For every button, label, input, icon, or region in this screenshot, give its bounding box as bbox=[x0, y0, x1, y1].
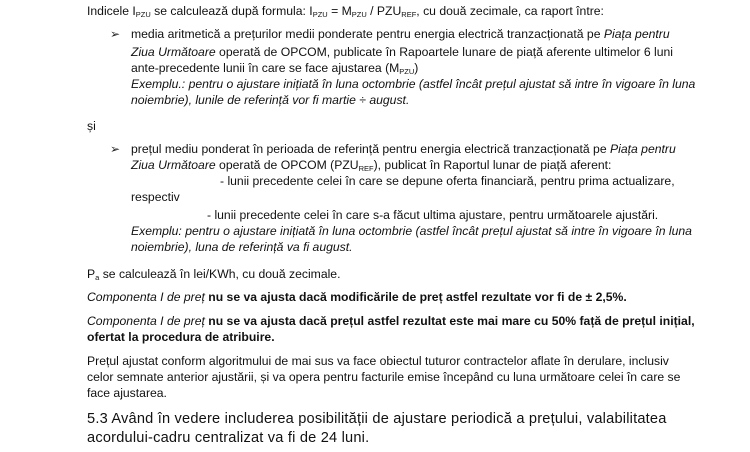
intro-text: = M bbox=[327, 4, 352, 18]
bullet2-line2 bbox=[131, 157, 611, 173]
market-name: Ziua Următoare bbox=[131, 158, 216, 172]
subscript: a bbox=[95, 273, 100, 282]
intro-text: , cu două zecimale, ca raport între: bbox=[416, 4, 604, 18]
component-name: Componenta I de preț bbox=[87, 290, 205, 304]
subscript: PZU bbox=[351, 10, 367, 19]
text: prețul mediu ponderat în perioada de referință pentru energia electrică tranzacționată pe bbox=[131, 142, 611, 156]
bullet2-line1 bbox=[131, 141, 676, 157]
bullet1-example-line2: noiembrie), lunile de referință vor fi martie ÷ august. bbox=[131, 93, 410, 107]
text: se calculează în lei/KWh, cu două zecimale. bbox=[99, 267, 341, 281]
market-name: Ziua Următoare bbox=[131, 45, 216, 59]
subscript: PZU bbox=[399, 67, 415, 76]
bullet2-example-line2: noiembrie), luna de referință va fi august. bbox=[131, 240, 353, 254]
component-rule-2-line2: ofertat la procedura de atribuire. bbox=[87, 330, 275, 344]
bullet2-dash2: - lunii precedente celei în care s-a făcut ultima ajustare, pentru următoarele ajustări. bbox=[207, 208, 659, 222]
component-name: Componenta I de preț bbox=[87, 314, 205, 328]
text: ), publicat în Raportul lunar de piață aferent: bbox=[373, 158, 612, 172]
text: ) bbox=[414, 61, 419, 75]
component-rule-2-line1 bbox=[87, 313, 695, 329]
subscript: REF bbox=[401, 10, 417, 19]
arrow-bullet-icon: ➢ bbox=[110, 27, 121, 41]
text: ante-precedente lunii în care se face ajustarea (M bbox=[131, 61, 400, 75]
final-paragraph-line1: Prețul ajustat conform algoritmului de mai sus va face obiectul tuturor contractelor aflate în derulare, inclusiv bbox=[87, 354, 669, 368]
final-paragraph-line3: face ajustarea. bbox=[87, 386, 167, 400]
section-heading-line1: 5.3 Având în vedere includerea posibilității de ajustare periodică a prețului, valabilitatea bbox=[87, 411, 667, 427]
section-heading-line2: acordului-cadru centralizat va fi de 24 luni. bbox=[87, 430, 370, 446]
pa-note bbox=[87, 266, 340, 282]
market-name: Piața pentru bbox=[603, 27, 670, 41]
intro-text: Indicele I bbox=[87, 4, 136, 18]
bullet1-line3 bbox=[131, 60, 418, 76]
rule-text: nu se va ajusta dacă modificările de preț astfel rezultate vor fi de ± 2,5%. bbox=[204, 290, 627, 304]
bullet1-line2 bbox=[131, 44, 673, 60]
rule-text: nu se va ajusta dacă prețul astfel rezultat este mai mare cu 50% față de prețul inițial, bbox=[204, 314, 695, 328]
bullet2-dash1: - lunii precedente celei în care se depune oferta financiară, pentru prima actualizare, bbox=[220, 174, 675, 188]
bullet2-respectiv: respectiv bbox=[131, 190, 180, 204]
subscript: PZU bbox=[135, 10, 151, 19]
bullet1-example-line1: Exemplu.: pentru o ajustare inițiată în luna octombrie (astfel încât prețul ajustat să intre în vigoare în luna bbox=[131, 77, 696, 91]
bullet1-line1 bbox=[131, 26, 670, 42]
market-name: Piața pentru bbox=[610, 142, 676, 156]
final-paragraph-line2: celor semnate anterior ajustării, și va opera pentru facturile emise începând cu luna următoare celei în care se bbox=[87, 370, 681, 384]
intro-text: / PZU bbox=[366, 4, 402, 18]
subscript: REF bbox=[358, 164, 374, 173]
text: media aritmetică a prețurilor medii ponderate pentru energia electrică tranzacționată pe bbox=[131, 27, 604, 41]
bullet2-example-line1: Exemplu: pentru o ajustare inițiată în luna octombrie (astfel încât prețul ajustat să intre în vigoare în luna bbox=[131, 224, 692, 238]
component-rule-1 bbox=[87, 289, 627, 305]
text: P bbox=[87, 267, 96, 281]
conjunction: și bbox=[87, 119, 96, 133]
text: operată de OPCOM (PZU bbox=[215, 158, 359, 172]
formula-intro bbox=[87, 3, 604, 19]
text: operată de OPCOM, publicate în Rapoartele lunare de piață aferente ultimelor 6 luni bbox=[215, 45, 673, 59]
intro-text: se calculează după formula: I bbox=[150, 4, 313, 18]
arrow-bullet-icon: ➢ bbox=[110, 142, 121, 156]
subscript: PZU bbox=[312, 10, 328, 19]
